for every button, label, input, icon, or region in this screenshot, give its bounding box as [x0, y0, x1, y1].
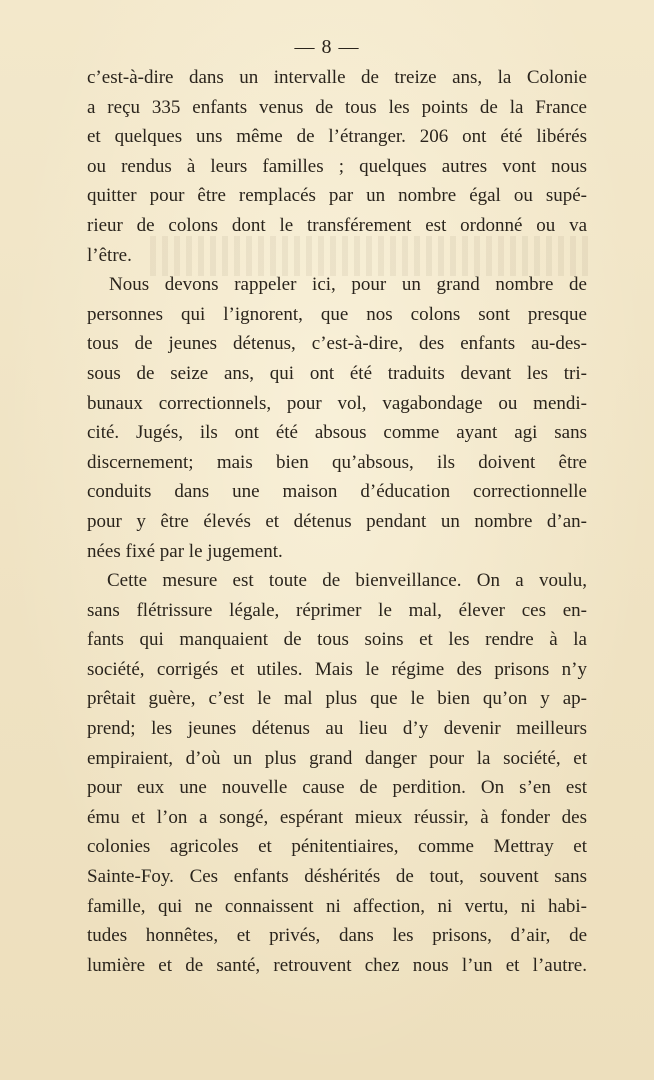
- page-number: — 8 —: [294, 36, 360, 58]
- text-line: pour eux une nouvelle cause de perdition. On s’en est: [87, 777, 587, 799]
- text-line: ou rendus à leurs familles ; quelques autres vont nous: [87, 155, 587, 177]
- text-line: lumière et de santé, retrouvent chez nous l’un et l’autre.: [87, 954, 587, 976]
- text-line: fants qui manquaient de tous soins et les rendre à la: [87, 629, 587, 651]
- text-line: nées fixé par le jugement.: [87, 540, 283, 562]
- text-line: conduits dans une maison d’éducation correctionnelle: [87, 481, 587, 503]
- text-line: l’être.: [87, 244, 132, 266]
- text-line: pour y être élevés et détenus pendant un nombre d’an-: [87, 510, 587, 532]
- text-line: société, corrigés et utiles. Mais le régime des prisons n’y: [87, 658, 587, 680]
- text-line: c’est-à-dire dans un intervalle de treize ans, la Colonie: [87, 67, 587, 88]
- text-line: discernement; mais bien qu’absous, ils doivent être: [87, 451, 587, 473]
- body-text: [87, 63, 587, 980]
- text-line: sous de seize ans, qui ont été traduits devant les tri-: [87, 362, 587, 384]
- text-line: quitter pour être remplacés par un nombre égal ou supé-: [87, 185, 587, 207]
- text-line: cité. Jugés, ils ont été absous comme ayant agi sans: [87, 422, 587, 444]
- text-line: et quelques uns même de l’étranger. 206 ont été libérés: [87, 126, 587, 148]
- text-line: ému et l’on a songé, espérant mieux réussir, à fonder des: [87, 806, 587, 828]
- text-line: a reçu 335 enfants venus de tous les points de la France: [87, 96, 587, 118]
- text-line: empiraient, d’où un plus grand danger pour la société, et: [87, 747, 587, 769]
- text-line: colonies agricoles et pénitentiaires, comme Mettray et: [87, 836, 587, 858]
- text-line: tudes honnêtes, et privés, dans les prisons, d’air, de: [87, 925, 587, 947]
- text-line: prend; les jeunes détenus au lieu d’y devenir meilleurs: [87, 718, 587, 740]
- paragraph-start-line: Nous devons rappeler ici, pour un grand nombre de: [109, 274, 587, 296]
- text-line: famille, qui ne connaissent ni affection, ni vertu, ni habi-: [87, 895, 587, 917]
- text-line: prêtait guère, c’est le mal plus que le bien qu’on y ap-: [87, 688, 587, 710]
- text-line: personnes qui l’ignorent, que nos colons sont presque: [87, 303, 587, 325]
- text-line: rieur de colons dont le transférement est ordonné ou va: [87, 214, 587, 236]
- text-line: sans flétrissure légale, réprimer le mal, élever ces en-: [87, 599, 587, 621]
- text-line: Sainte-Foy. Ces enfants déshérités de tout, souvent sans: [87, 866, 587, 888]
- text-line: tous de jeunes détenus, c’est-à-dire, des enfants au-des-: [87, 333, 587, 355]
- paragraph-start-line: Cette mesure est toute de bienveillance. On a voulu,: [107, 570, 587, 592]
- text-line: bunaux correctionnels, pour vol, vagabondage ou mendi-: [87, 392, 587, 414]
